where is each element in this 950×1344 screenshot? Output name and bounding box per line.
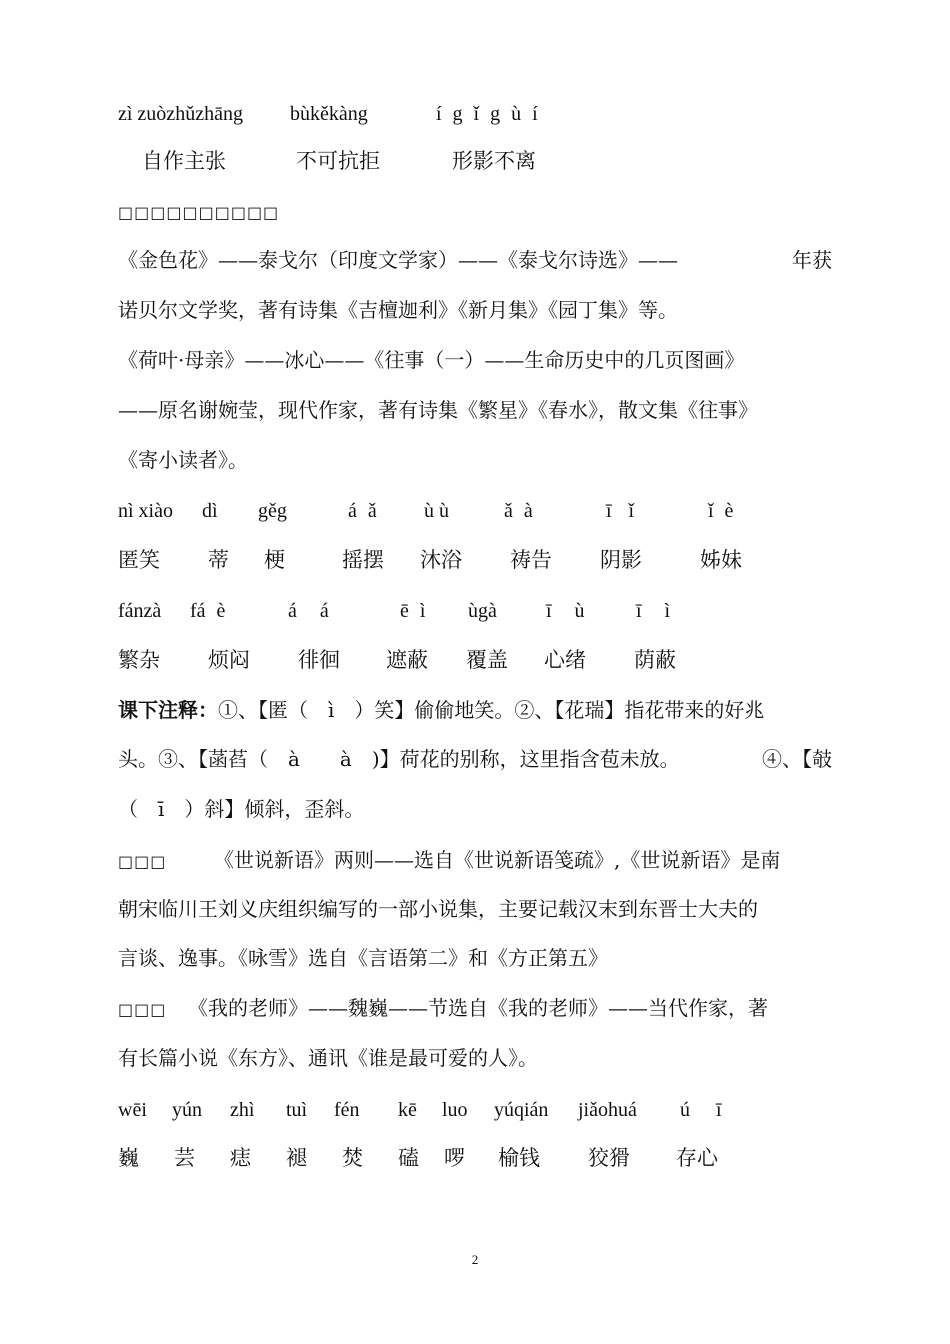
heye-line-1: 《荷叶·母亲》——冰心——《往事（一）——生命历史中的几页图画》 (118, 348, 745, 372)
word: 繁杂 (118, 648, 160, 672)
word: 自作主张 (142, 149, 226, 173)
word: 磕 (398, 1146, 419, 1170)
pinyin: ē ì (400, 600, 426, 622)
word: 褪 (286, 1146, 307, 1170)
pinyin: kē (398, 1099, 417, 1121)
word: 芸 (174, 1146, 195, 1170)
word: 摇摆 (342, 548, 384, 572)
word: 啰 (444, 1146, 465, 1170)
jinsehua-line-2: 诺贝尔文学奖，著有诗集《吉檀迦利》《新月集》《园丁集》等。 (118, 298, 678, 322)
word: 心绪 (544, 648, 586, 672)
shishuo-line-3: 言谈、逸事。《咏雪》选自《言语第二》和《方正第五》 (118, 946, 608, 970)
pinyin: ùgà (468, 600, 497, 622)
word: 匿笑 (118, 548, 160, 572)
pinyin: ī ì (636, 600, 671, 622)
pinyin: wēi (118, 1099, 147, 1121)
word: 梗 (264, 548, 285, 572)
pinyin: ī (716, 1099, 722, 1121)
word: 狡猾 (588, 1146, 630, 1170)
pinyin: ǐ è (708, 500, 734, 522)
word: 遮蔽 (386, 648, 428, 672)
pinyin: fén (334, 1099, 360, 1121)
word: 焚 (342, 1146, 363, 1170)
pinyin: nì xiào (118, 500, 173, 522)
garbled-heading: □□□□□□□□□□ (118, 203, 280, 222)
pinyin: zì zuòzhǔzhāng (118, 103, 243, 125)
text: 头。③、【菡萏（ à à )】荷花的别称，这里指含苞未放。 (118, 747, 680, 771)
pinyin: ī ǐ (606, 500, 635, 522)
word: 巍 (118, 1146, 139, 1170)
marker: □□□ (118, 852, 167, 871)
pinyin: í g ǐ g ù í (436, 103, 541, 125)
pinyin: fá è (190, 600, 226, 622)
heye-line-2: ——原名谢婉莹，现代作家，著有诗集《繁星》《春水》，散文集《往事》 (118, 398, 758, 422)
text: ①、【匿（ ì ）笑】偷偷地笑。②、【花瑞】指花带来的好兆 (218, 698, 765, 722)
text: 《世说新语》两则——选自《世说新语笺疏》,《世说新语》是南 (214, 848, 781, 872)
page-number: 2 (471, 1252, 479, 1267)
word: 榆钱 (498, 1146, 540, 1170)
word: 烦闷 (208, 648, 250, 672)
pinyin: luo (442, 1099, 468, 1121)
word: 徘徊 (298, 648, 340, 672)
word: 蒂 (208, 548, 229, 572)
word: 形影不离 (452, 149, 536, 173)
pinyin: yún (172, 1099, 202, 1121)
pinyin: bùkěkàng (290, 103, 368, 125)
notes-label: 课下注释： (118, 698, 218, 722)
pinyin: yúqián (494, 1099, 549, 1121)
word: 姊妹 (700, 548, 742, 572)
laoshi-line-2: 有长篇小说《东方》、通讯《谁是最可爱的人》。 (118, 1046, 538, 1070)
word: 存心 (676, 1146, 718, 1170)
word: 荫蔽 (634, 648, 676, 672)
word: 痣 (230, 1146, 251, 1170)
pinyin: zhì (230, 1099, 255, 1121)
word: 不可抗拒 (296, 149, 380, 173)
text: 年获 (792, 248, 832, 272)
word: 覆盖 (466, 648, 508, 672)
pinyin: fánzà (118, 600, 162, 622)
word: 沐浴 (420, 548, 462, 572)
word: 祷告 (510, 548, 552, 572)
pinyin: tuì (286, 1099, 308, 1121)
pinyin: ǎ à (504, 500, 533, 522)
text: 《我的老师》——魏巍——节选自《我的老师》——当代作家，著 (188, 996, 768, 1020)
notes-line-3: （ ī ）斜】倾斜，歪斜。 (118, 797, 365, 821)
pinyin: á á (288, 600, 329, 622)
pinyin: gěg (258, 500, 287, 522)
pinyin: ù ù (424, 500, 449, 522)
word: 阴影 (600, 548, 642, 572)
pinyin: á ǎ (348, 500, 377, 522)
heye-line-3: 《寄小读者》。 (118, 448, 248, 472)
pinyin: jiǎohuá (578, 1099, 637, 1121)
pinyin: ī ù (546, 600, 585, 622)
pinyin: dì (202, 500, 218, 522)
notes-line-1 (118, 697, 832, 723)
shishuo-line-2: 朝宋临川王刘义庆组织编写的一部小说集，主要记载汉末到东晋士大夫的 (118, 897, 758, 921)
pinyin: ú (680, 1099, 690, 1121)
text: 《金色花》——泰戈尔（印度文学家）——《泰戈尔诗选》—— (118, 248, 678, 272)
text: ④、【攲 (762, 747, 832, 771)
marker: □□□ (118, 1000, 167, 1019)
